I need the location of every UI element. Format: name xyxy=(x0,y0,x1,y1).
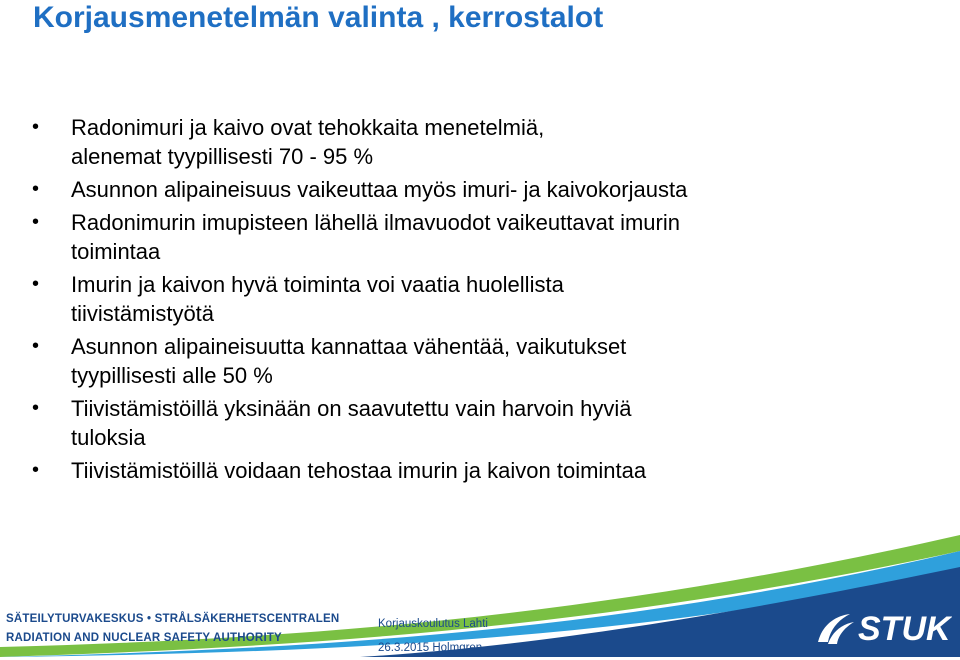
bullet-text-line: Imurin ja kaivon hyvä toiminta voi vaatia huolellista xyxy=(71,272,564,297)
footer-org-line1: SÄTEILYTURVAKESKUS • STRÅLSÄKERHETSCENTRALEN xyxy=(6,613,340,625)
bullet-item xyxy=(32,175,912,204)
bullet-text-line: alenemat tyypillisesti 70 - 95 % xyxy=(71,144,374,169)
bullet-text-line: Asunnon alipaineisuus vaikeuttaa myös imuri- ja kaivokorjausta xyxy=(71,177,688,202)
bullet-text-line: tiivistämistyötä xyxy=(71,301,215,326)
bullet-item xyxy=(32,394,912,452)
bullet-dot-icon: • xyxy=(32,211,40,233)
bullet-list xyxy=(32,113,912,489)
bullet-dot-icon: • xyxy=(32,459,40,481)
bullet-text-line: Tiivistämistöillä voidaan tehostaa imurin ja kaivon toimintaa xyxy=(71,458,647,483)
footer-event: Korjauskoulutus Lahti xyxy=(378,618,488,630)
bullet-text-line: toimintaa xyxy=(71,239,161,264)
footer-org-line2: RADIATION AND NUCLEAR SAFETY AUTHORITY xyxy=(6,632,282,644)
footer-date-author: 26.3.2015 Holmgren xyxy=(378,642,483,654)
bullet-text-line: Asunnon alipaineisuutta kannattaa vähentää, vaikutukset xyxy=(71,334,627,359)
bullet-dot-icon: • xyxy=(32,335,40,357)
bullet-dot-icon: • xyxy=(32,273,40,295)
bullet-item xyxy=(32,113,912,171)
bullet-item xyxy=(32,332,912,390)
bullet-dot-icon: • xyxy=(32,178,40,200)
footer-event-info xyxy=(378,612,488,660)
bullet-dot-icon: • xyxy=(32,116,40,138)
bullet-dot-icon: • xyxy=(32,397,40,419)
footer-organization xyxy=(6,610,339,648)
slide-title: Korjausmenetelmän valinta , kerrostalot xyxy=(33,1,604,34)
bullet-item xyxy=(32,456,912,485)
bullet-text-line: Tiivistämistöillä yksinään on saavutettu vain harvoin hyviä xyxy=(71,396,632,421)
bullet-text-line: Radonimuri ja kaivo ovat tehokkaita menetelmiä, xyxy=(71,115,545,140)
stuk-logo-swoosh xyxy=(818,614,854,644)
bullet-text-line: tyypillisesti alle 50 % xyxy=(71,363,273,388)
stuk-logo-icon xyxy=(812,604,952,652)
stuk-logo-text: STUK xyxy=(858,610,951,648)
bullet-text-line: Radonimurin imupisteen lähellä ilmavuodot vaikeuttavat imurin xyxy=(71,210,680,235)
bullet-text-line: tuloksia xyxy=(71,425,146,450)
bullet-item xyxy=(32,270,912,328)
bullet-item xyxy=(32,208,912,266)
